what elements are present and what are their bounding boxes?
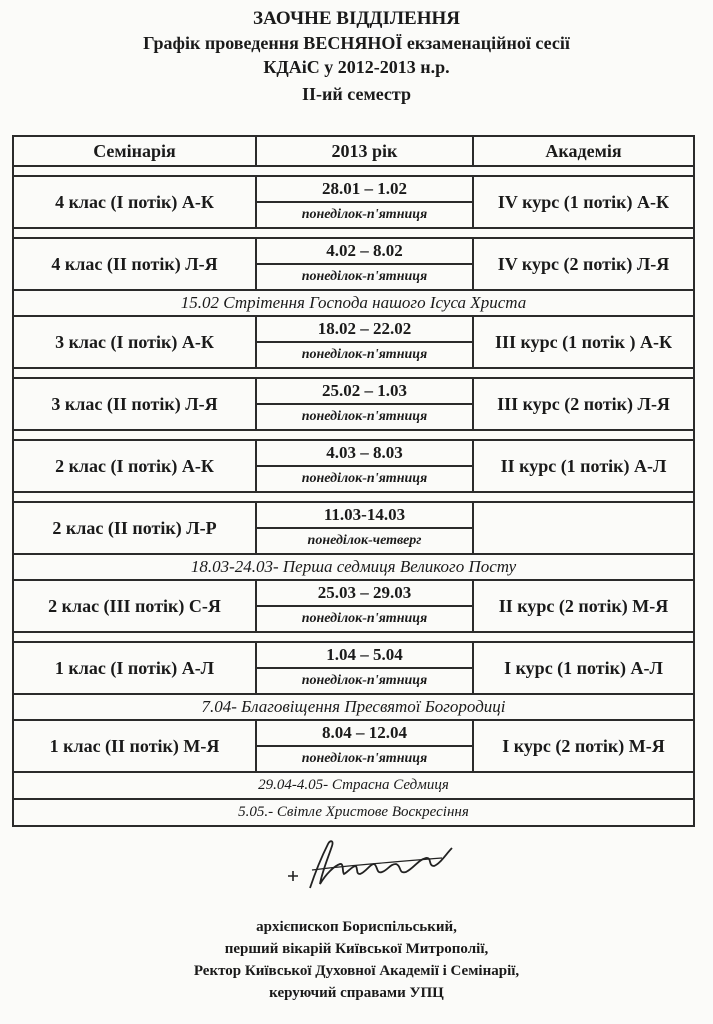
dates-cell: 28.01 – 1.02: [256, 176, 473, 202]
academy-cell: ІІІ курс (2 потік) Л-Я: [473, 378, 694, 430]
seminary-cell: 1 клас (ІІ потік) М-Я: [13, 720, 256, 772]
exam-schedule-table: [12, 135, 695, 827]
signatory-title-3: Ректор Київської Духовної Академії і Семінарії,: [193, 963, 520, 979]
schedule-title: Графік проведення ВЕСНЯНОЇ екзаменаційної сесії: [143, 33, 570, 53]
table-spacer: [13, 368, 694, 378]
academy-cell: ІІ курс (2 потік) М-Я: [473, 580, 694, 632]
table-spacer: [13, 492, 694, 502]
holiday-row: [13, 290, 694, 316]
days-cell: понеділок-п'ятниця: [256, 606, 473, 632]
table-row: [13, 378, 694, 404]
header-year: 2013 рік: [256, 136, 473, 166]
table-row: [13, 176, 694, 202]
dates-cell: 8.04 – 12.04: [256, 720, 473, 746]
semester-title: ІІ-ий семестр: [302, 84, 411, 104]
seminary-cell: 3 клас (ІІ потік) Л-Я: [13, 378, 256, 430]
header-academy: Академія: [473, 136, 694, 166]
signatory-block: [0, 916, 713, 1004]
institution-year: КДАіС у 2012-2013 н.р.: [263, 57, 450, 77]
days-cell: понеділок-п'ятниця: [256, 746, 473, 772]
table-row: [13, 642, 694, 668]
table-spacer: [13, 632, 694, 642]
days-cell: понеділок-п'ятниця: [256, 342, 473, 368]
seminary-cell: 4 клас (ІІ потік) Л-Я: [13, 238, 256, 290]
table-header-row: [13, 136, 694, 166]
academy-cell: І курс (2 потік) М-Я: [473, 720, 694, 772]
seminary-cell: 2 клас (ІІ потік) Л-Р: [13, 502, 256, 554]
seminary-cell: 3 клас (І потік) А-К: [13, 316, 256, 368]
document-header: [0, 6, 713, 107]
holiday-row: [13, 799, 694, 826]
seminary-cell: 2 клас (І потік) А-К: [13, 440, 256, 492]
days-cell: понеділок-п'ятниця: [256, 466, 473, 492]
holiday-note: 29.04-4.05- Страсна Седмиця: [13, 772, 694, 799]
academy-cell: І курс (1 потік) А-Л: [473, 642, 694, 694]
dates-cell: 18.02 – 22.02: [256, 316, 473, 342]
days-cell: понеділок-п'ятниця: [256, 202, 473, 228]
table-row: [13, 580, 694, 606]
table-row: [13, 238, 694, 264]
signatory-title-4: керуючий справами УПЦ: [269, 985, 444, 1001]
days-cell: понеділок-п'ятниця: [256, 668, 473, 694]
dates-cell: 1.04 – 5.04: [256, 642, 473, 668]
table-row: [13, 720, 694, 746]
table-row: [13, 502, 694, 528]
academy-cell: [473, 502, 694, 554]
seminary-cell: 1 клас (І потік) А-Л: [13, 642, 256, 694]
dates-cell: 25.02 – 1.03: [256, 378, 473, 404]
header-seminary: Семінарія: [13, 136, 256, 166]
handwritten-signature: [282, 836, 462, 896]
holiday-note: 15.02 Стрітення Господа нашого Ісуса Христа: [13, 290, 694, 316]
holiday-row: [13, 694, 694, 720]
dates-cell: 25.03 – 29.03: [256, 580, 473, 606]
academy-cell: ІІІ курс (1 потік ) А-К: [473, 316, 694, 368]
table-spacer: [13, 166, 694, 176]
table-spacer: [13, 228, 694, 238]
department-title: ЗАОЧНЕ ВІДДІЛЕННЯ: [253, 8, 460, 29]
signatory-title-2: перший вікарій Київської Митрополії,: [224, 941, 489, 957]
dates-cell: 4.03 – 8.03: [256, 440, 473, 466]
days-cell: понеділок-п'ятниця: [256, 404, 473, 430]
academy-cell: IV курс (2 потік) Л-Я: [473, 238, 694, 290]
dates-cell: 11.03-14.03: [256, 502, 473, 528]
holiday-note: 18.03-24.03- Перша седмиця Великого Посту: [13, 554, 694, 580]
holiday-note: 5.05.- Світле Христове Воскресіння: [13, 799, 694, 826]
seminary-cell: 4 клас (І потік) А-К: [13, 176, 256, 228]
holiday-row: [13, 772, 694, 799]
table-row: [13, 440, 694, 466]
days-cell: понеділок-п'ятниця: [256, 264, 473, 290]
holiday-note: 7.04- Благовіщення Пресвятої Богородиці: [13, 694, 694, 720]
holiday-row: [13, 554, 694, 580]
dates-cell: 4.02 – 8.02: [256, 238, 473, 264]
table-row: [13, 316, 694, 342]
seminary-cell: 2 клас (ІІІ потік) С-Я: [13, 580, 256, 632]
signatory-title-1: архієпископ Бориспільський,: [256, 919, 457, 935]
days-cell: понеділок-четверг: [256, 528, 473, 554]
academy-cell: IV курс (1 потік) А-К: [473, 176, 694, 228]
table-spacer: [13, 430, 694, 440]
academy-cell: ІІ курс (1 потік) А-Л: [473, 440, 694, 492]
